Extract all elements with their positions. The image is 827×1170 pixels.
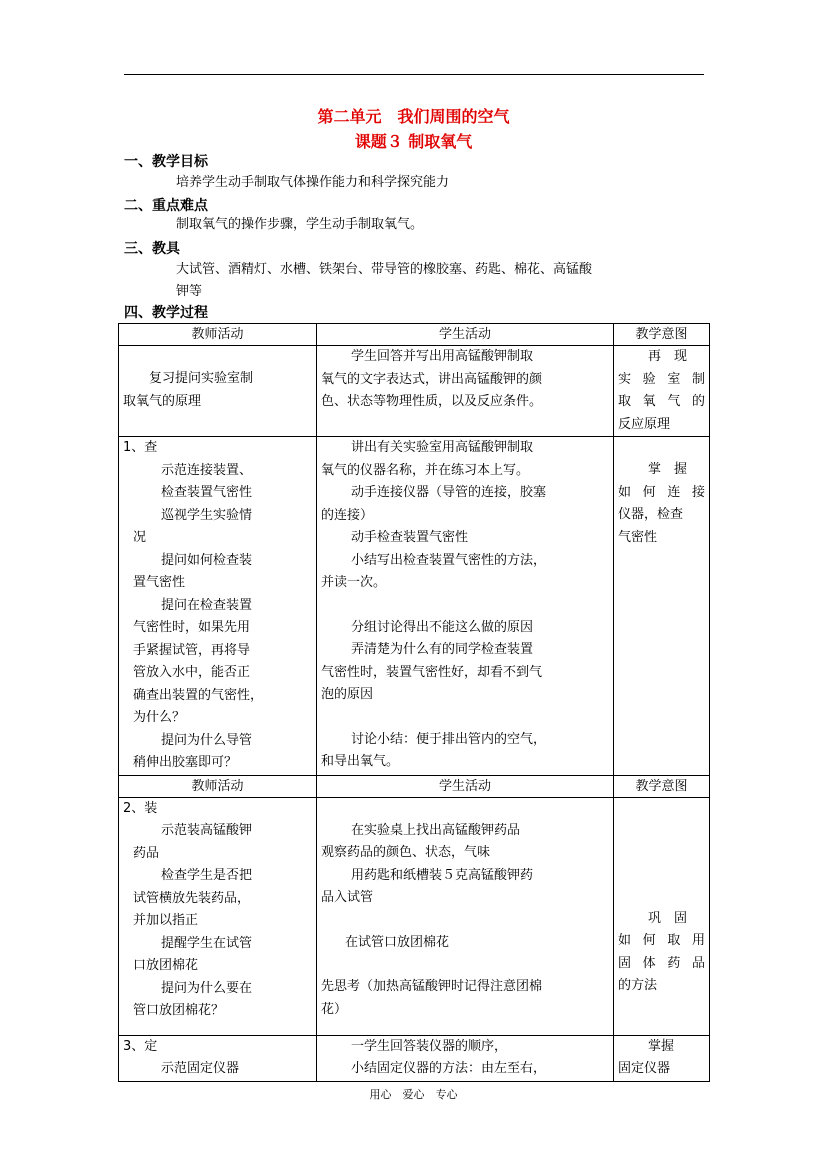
text-line: 口放团棉花 — [133, 958, 199, 973]
text-line: 花） — [321, 1001, 348, 1017]
text-line: 弄清楚为什么有的同学检查装置 — [351, 642, 534, 657]
page-footer: 用心 爱心 专心 — [369, 1088, 458, 1101]
text-line: 并加以指正 — [133, 913, 199, 928]
text-line: 小结写出检查装置气密性的方法， — [351, 552, 547, 568]
text-line: 示范固定仪器 — [161, 1061, 240, 1076]
header-teacher: 教师活动 — [119, 775, 317, 797]
text-line: 取氧气的原理 — [123, 393, 202, 409]
table-row — [119, 1035, 710, 1081]
header-teacher: 教师活动 — [119, 324, 317, 346]
text-line: 况 — [133, 530, 147, 545]
text-line: 复习提问实验室制 — [149, 371, 254, 386]
text-line: 动手检查装置气密性 — [351, 530, 469, 545]
teacher-cell — [119, 437, 317, 776]
student-cell — [317, 1035, 614, 1081]
text-line: 手紧握试管，再将导 — [133, 642, 251, 658]
text-line: 置气密性 — [133, 575, 186, 590]
text-line: 固体药品 — [618, 955, 705, 971]
text-line: 泡的原因 — [321, 687, 374, 702]
intent-cell — [614, 437, 710, 776]
section-heading-process: 四、教学过程 — [124, 305, 208, 321]
text-line: 的方法 — [618, 978, 658, 993]
intent-cell — [614, 346, 710, 437]
text-line: 用药匙和纸槽装５克高锰酸钾药 — [351, 867, 534, 883]
text-line: 气密性时，装置气密性好，却看不到气 — [321, 664, 543, 680]
section-heading-tools: 三、教具 — [124, 241, 180, 257]
teaching-process-table — [118, 323, 710, 1082]
header-student: 学生活动 — [317, 324, 614, 346]
text-line: 巩 固 — [648, 910, 688, 926]
section-text-goals: 培养学生动手制取气体操作能力和科学探究能力 — [176, 175, 450, 190]
text-line: 观察药品的颜色、状态，气味 — [321, 845, 491, 860]
text-line: 氧气的仪器名称，并在练习本上写。 — [321, 462, 530, 478]
intent-cell — [614, 1035, 710, 1081]
text-line: 确查出装置的气密性， — [133, 687, 264, 703]
text-line: 掌 握 — [648, 462, 688, 477]
text-line: 检查装置气密性 — [161, 485, 253, 500]
text-line: 小结固定仪器的方法：由左至右， — [351, 1061, 547, 1076]
section-text-key-points: 制取氧气的操作步骤，学生动手制取氧气。 — [176, 217, 424, 232]
header-intent: 教学意图 — [614, 775, 710, 797]
text-line: 品入试管 — [321, 890, 374, 905]
text-line — [321, 798, 609, 820]
text-line: 气密性 — [618, 529, 658, 545]
header-rule — [124, 74, 704, 75]
text-line — [321, 910, 609, 932]
table-row — [119, 797, 710, 1035]
table-row — [119, 346, 710, 437]
text-line: 并读一次。 — [321, 575, 387, 590]
table-header-row — [119, 775, 710, 797]
text-line: 如何连接 — [618, 484, 705, 500]
text-line: 稍伸出胶塞即可？ — [133, 755, 238, 770]
text-line: 色、状态等物理性质，以及反应条件。 — [321, 394, 543, 409]
text-line: 检查学生是否把 — [161, 868, 253, 883]
section-heading-key-points: 二、重点难点 — [124, 198, 208, 214]
text-line: 再 现 — [648, 349, 688, 364]
text-line: 掌握 — [648, 1038, 675, 1054]
text-line: 为什么？ — [133, 710, 186, 725]
teacher-cell — [119, 797, 317, 1035]
text-line: 钾等 — [176, 284, 203, 299]
student-cell — [317, 346, 614, 437]
text-line: 巡视学生实验情 — [161, 507, 253, 523]
text-line: 2、装 — [123, 800, 158, 816]
text-line: 提问在检查装置 — [161, 597, 253, 613]
text-line: 实验室制 — [618, 371, 705, 387]
text-line: 分组讨论得出不能这么做的原因 — [351, 619, 534, 635]
text-line: 取氧气的 — [618, 394, 705, 409]
text-line: 提醒学生在试管 — [161, 935, 253, 951]
text-line: 一学生回答装仪器的顺序， — [351, 1038, 508, 1054]
header-student: 学生活动 — [317, 775, 614, 797]
teacher-cell — [119, 1035, 317, 1081]
text-line: 示范连接装置、 — [161, 462, 253, 478]
text-line: 如何取用 — [618, 933, 705, 948]
text-line: 动手连接仪器（导管的连接，胶塞 — [351, 485, 547, 500]
text-line — [321, 595, 609, 617]
header-intent: 教学意图 — [614, 324, 710, 346]
text-line: 大试管、酒精灯、水槽、铁架台、带导管的橡胶塞、药匙、棉花、高锰酸 — [176, 262, 593, 277]
text-line: 的连接） — [321, 507, 374, 523]
text-line: 1、查 — [123, 440, 158, 455]
text-line: 在实验桌上找出高锰酸钾药品 — [351, 822, 521, 838]
text-line: 提问为什么导管 — [161, 732, 253, 748]
page-title: 第二单元 我们周围的空气 — [317, 107, 510, 126]
text-line: 讲出有关实验室用高锰酸钾制取 — [351, 440, 534, 455]
text-line: 气密性时，如果先用 — [133, 620, 251, 635]
text-line: 和导出氧气。 — [321, 754, 400, 769]
text-line: 讨论小结：便于排出管内的空气， — [351, 731, 547, 747]
text-line: 3、定 — [123, 1038, 158, 1054]
teacher-cell — [119, 346, 317, 437]
text-line: 仪器，检查 — [618, 507, 684, 522]
text-line: 管放入水中，能否正 — [133, 665, 251, 680]
text-line: 反应原理 — [618, 416, 671, 432]
text-line: 提问如何检查装 — [161, 552, 253, 568]
text-line: 药品 — [133, 845, 160, 861]
table-header-row — [119, 324, 710, 346]
text-line — [321, 707, 609, 729]
text-line — [321, 954, 609, 976]
text-line: 氧气的文字表达式，讲出高锰酸钾的颜 — [321, 371, 543, 387]
text-line: 提问为什么要在 — [161, 980, 253, 996]
text-line: 固定仪器 — [618, 1061, 671, 1076]
section-text-tools — [176, 259, 696, 303]
text-line: 示范装高锰酸钾 — [161, 823, 253, 838]
section-heading-goals: 一、教学目标 — [124, 154, 208, 170]
text-line: 学生回答并写出用高锰酸钾制取 — [351, 349, 534, 364]
text-line: 试管横放先装药品， — [133, 890, 251, 906]
text-line: 先思考（加热高锰酸钾时记得注意团棉 — [321, 979, 543, 994]
text-line: 管口放团棉花？ — [133, 1003, 225, 1018]
student-cell — [317, 797, 614, 1035]
intent-cell — [614, 797, 710, 1035]
student-cell — [317, 437, 614, 776]
text-line: 在试管口放团棉花 — [345, 934, 450, 950]
table-row — [119, 437, 710, 776]
page-subtitle: 课题３ 制取氧气 — [354, 132, 473, 151]
